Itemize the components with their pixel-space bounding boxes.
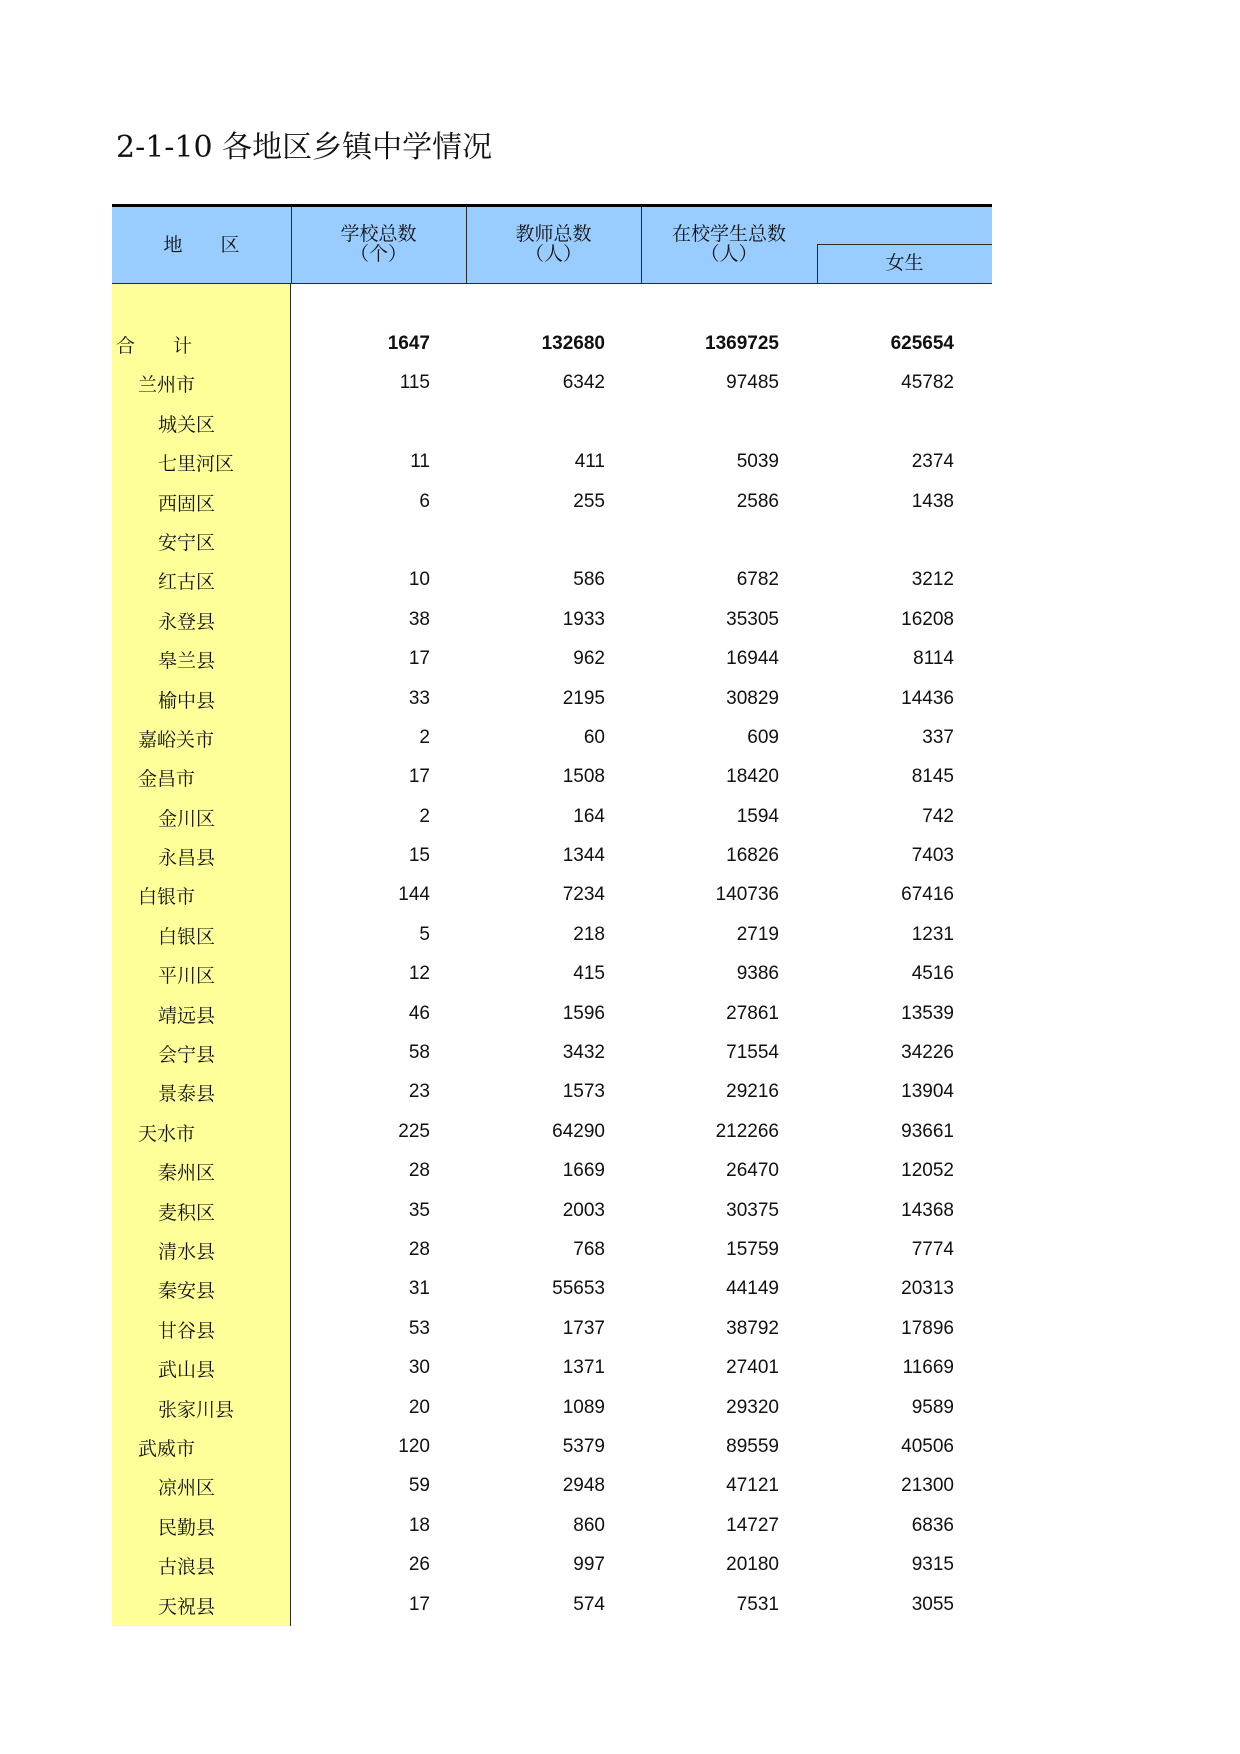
table-row (112, 1545, 992, 1584)
table-row (112, 1112, 992, 1151)
header-divider (291, 207, 292, 284)
header-schools-label: 学校总数 (340, 223, 417, 245)
school-count: 17 (408, 648, 430, 670)
region-name: 平川区 (158, 965, 216, 988)
region-name: 金昌市 (138, 768, 196, 791)
student-count: 30829 (726, 687, 779, 709)
teacher-count: 2195 (562, 687, 605, 709)
page-title: 2-1-10 各地区乡镇中学情况 (116, 130, 493, 165)
table-row (112, 403, 992, 442)
student-count: 16944 (726, 648, 779, 670)
girl-count: 625654 (890, 333, 954, 354)
header-region (112, 207, 291, 284)
teacher-count: 411 (574, 451, 605, 473)
school-count: 12 (408, 963, 430, 985)
teacher-count: 2003 (562, 1199, 605, 1221)
girl-count: 93661 (901, 1120, 954, 1142)
table-row (112, 1072, 992, 1111)
student-count: 609 (747, 726, 779, 748)
region-name: 白银市 (138, 886, 196, 909)
table-row (112, 679, 992, 718)
table-row (112, 442, 992, 481)
school-count: 58 (408, 1042, 430, 1064)
teacher-count: 164 (573, 805, 605, 827)
school-count: 18 (408, 1514, 430, 1536)
girl-count: 13904 (901, 1081, 954, 1103)
girl-count: 40506 (901, 1435, 954, 1457)
school-count: 23 (408, 1081, 430, 1103)
student-count: 15759 (726, 1238, 779, 1260)
header-schools-unit: （个） (349, 243, 407, 265)
table-row (112, 560, 992, 599)
header-divider (466, 207, 467, 284)
teacher-count: 1371 (562, 1357, 605, 1379)
girl-count: 742 (922, 805, 954, 827)
table-row (112, 521, 992, 560)
header-students (641, 207, 817, 284)
region-name: 武山县 (158, 1359, 216, 1382)
teacher-count: 1933 (562, 608, 605, 630)
student-count: 38792 (726, 1317, 779, 1339)
region-name: 景泰县 (158, 1083, 216, 1106)
girl-count: 9315 (911, 1554, 954, 1576)
region-name: 合 计 (116, 335, 193, 357)
student-count: 9386 (736, 963, 779, 985)
teacher-count: 1596 (562, 1002, 605, 1024)
region-name: 秦安县 (158, 1280, 216, 1303)
student-count: 71554 (726, 1042, 779, 1064)
student-count: 7531 (736, 1593, 779, 1615)
header-teachers-unit: （人） (524, 243, 582, 265)
table-row (112, 757, 992, 796)
student-count: 29216 (726, 1081, 779, 1103)
school-count: 2 (419, 726, 430, 748)
teacher-count: 586 (573, 569, 605, 591)
teacher-count: 768 (573, 1238, 605, 1260)
school-count: 1647 (387, 333, 430, 354)
region-name: 秦州区 (158, 1162, 216, 1185)
region-name: 西固区 (158, 492, 216, 515)
teacher-count: 5379 (562, 1435, 605, 1457)
table-row (112, 1585, 992, 1624)
student-count: 26470 (726, 1160, 779, 1182)
region-name: 麦积区 (158, 1201, 216, 1224)
school-count: 33 (408, 687, 430, 709)
header-schools (291, 207, 466, 284)
teacher-count: 997 (573, 1554, 605, 1576)
region-name: 永昌县 (158, 847, 216, 870)
teacher-count: 6342 (562, 372, 605, 394)
teacher-count: 962 (573, 648, 605, 670)
region-name: 清水县 (158, 1240, 216, 1263)
student-count: 5039 (736, 451, 779, 473)
teacher-count: 60 (583, 726, 605, 748)
teacher-count: 218 (573, 923, 605, 945)
region-name: 古浪县 (158, 1556, 216, 1579)
school-count: 5 (419, 923, 430, 945)
region-name: 城关区 (158, 413, 216, 436)
region-name: 兰州市 (138, 374, 196, 397)
school-count: 46 (408, 1002, 430, 1024)
table-row (112, 1309, 992, 1348)
school-count: 28 (408, 1160, 430, 1182)
region-name: 会宁县 (158, 1044, 216, 1067)
girl-count: 7774 (911, 1238, 954, 1260)
teacher-count: 1089 (562, 1396, 605, 1418)
teacher-count: 1508 (562, 766, 605, 788)
region-name: 武威市 (138, 1437, 196, 1460)
girl-count: 6836 (911, 1514, 954, 1536)
teacher-count: 1737 (562, 1317, 605, 1339)
school-count: 59 (408, 1475, 430, 1497)
region-name: 皋兰县 (158, 650, 216, 673)
table-row (112, 639, 992, 678)
school-count: 10 (408, 569, 430, 591)
table-row (112, 836, 992, 875)
school-count: 225 (398, 1120, 430, 1142)
student-count: 27861 (726, 1002, 779, 1024)
table-row-total (112, 324, 992, 363)
school-count: 115 (399, 372, 430, 394)
region-name: 凉州区 (158, 1477, 216, 1500)
school-count: 2 (419, 805, 430, 827)
girl-count: 13539 (901, 1002, 954, 1024)
student-count: 18420 (726, 766, 779, 788)
school-count: 26 (408, 1554, 430, 1576)
girl-count: 14436 (901, 687, 954, 709)
student-count: 27401 (726, 1357, 779, 1379)
region-name: 天水市 (138, 1122, 196, 1145)
region-name: 民勤县 (158, 1516, 216, 1539)
region-name: 天祝县 (158, 1595, 216, 1618)
table-body (112, 324, 992, 1624)
region-name: 张家川县 (158, 1398, 235, 1421)
girls-subheader-rule (817, 244, 992, 245)
school-count: 15 (408, 845, 430, 867)
region-name: 永登县 (158, 610, 216, 633)
teacher-count: 3432 (562, 1042, 605, 1064)
school-count: 17 (408, 1593, 430, 1615)
girl-count: 17896 (901, 1317, 954, 1339)
student-count: 44149 (726, 1278, 779, 1300)
school-count: 38 (408, 608, 430, 630)
girl-count: 12052 (901, 1160, 954, 1182)
table-row (112, 994, 992, 1033)
girl-count: 1231 (911, 923, 954, 945)
school-count: 31 (408, 1278, 430, 1300)
teacher-count: 132680 (541, 333, 605, 354)
girl-count: 4516 (911, 963, 954, 985)
student-count: 1369725 (705, 333, 779, 354)
region-name: 甘谷县 (158, 1319, 216, 1342)
student-count: 20180 (726, 1554, 779, 1576)
girl-count: 337 (922, 726, 954, 748)
girl-count: 14368 (901, 1199, 954, 1221)
girl-count: 8145 (911, 766, 954, 788)
header-students-unit: （人） (700, 243, 758, 265)
table-row (112, 1506, 992, 1545)
girl-count: 8114 (913, 648, 954, 670)
table-row (112, 1191, 992, 1230)
school-count: 20 (408, 1396, 430, 1418)
girl-count: 3055 (911, 1593, 954, 1615)
school-count: 17 (408, 766, 430, 788)
student-count: 212266 (715, 1120, 779, 1142)
table-row (112, 600, 992, 639)
region-name: 嘉峪关市 (138, 728, 215, 751)
teacher-count: 860 (573, 1514, 605, 1536)
header-students-label: 在校学生总数 (671, 223, 786, 245)
girl-count: 11669 (902, 1357, 954, 1379)
table-row (112, 1269, 992, 1308)
header-divider (817, 244, 818, 284)
student-count: 6782 (736, 569, 779, 591)
table-row (112, 915, 992, 954)
girl-count: 2374 (911, 451, 954, 473)
school-count: 6 (419, 490, 430, 512)
girl-count: 9589 (911, 1396, 954, 1418)
teacher-count: 64290 (552, 1120, 605, 1142)
region-name: 白银区 (158, 925, 216, 948)
teacher-count: 415 (573, 963, 605, 985)
table-row (112, 1348, 992, 1387)
student-count: 89559 (726, 1435, 779, 1457)
table-row (112, 954, 992, 993)
school-count: 30 (408, 1357, 430, 1379)
teacher-count: 1573 (562, 1081, 605, 1103)
table-row (112, 1151, 992, 1190)
header-girls (817, 207, 992, 284)
teacher-count: 255 (573, 490, 605, 512)
girl-count: 34226 (901, 1042, 954, 1064)
table-row (112, 718, 992, 757)
student-count: 16826 (726, 845, 779, 867)
teacher-count: 1669 (562, 1160, 605, 1182)
region-name: 七里河区 (158, 453, 235, 476)
teacher-count: 7234 (562, 884, 605, 906)
teacher-count: 1344 (562, 845, 605, 867)
girl-count: 3212 (911, 569, 954, 591)
region-name: 红古区 (158, 571, 216, 594)
girl-count: 16208 (901, 608, 954, 630)
teacher-count: 574 (573, 1593, 605, 1615)
student-count: 14727 (726, 1514, 779, 1536)
student-count: 97485 (726, 372, 779, 394)
student-count: 2586 (736, 490, 779, 512)
student-count: 1594 (736, 805, 779, 827)
school-count: 11 (410, 451, 430, 473)
girl-count: 7403 (911, 845, 954, 867)
girl-count: 1438 (911, 490, 954, 512)
table-row (112, 875, 992, 914)
student-count: 35305 (726, 608, 779, 630)
student-count: 29320 (726, 1396, 779, 1418)
table-row (112, 1033, 992, 1072)
girl-count: 45782 (901, 372, 954, 394)
region-name: 靖远县 (158, 1004, 216, 1027)
school-count: 120 (398, 1435, 430, 1457)
region-name: 金川区 (158, 807, 216, 830)
region-name: 榆中县 (158, 689, 216, 712)
header-teachers-label: 教师总数 (515, 223, 592, 245)
table-row (112, 363, 992, 402)
school-count: 144 (398, 884, 430, 906)
student-count: 140736 (715, 884, 779, 906)
student-count: 30375 (726, 1199, 779, 1221)
school-count: 35 (408, 1199, 430, 1221)
header-divider (641, 207, 642, 284)
table-row (112, 1466, 992, 1505)
student-count: 2719 (736, 923, 779, 945)
teacher-count: 2948 (562, 1475, 605, 1497)
girl-count: 67416 (901, 884, 954, 906)
girl-count: 20313 (901, 1278, 954, 1300)
table-row (112, 482, 992, 521)
region-name: 安宁区 (158, 531, 216, 554)
school-count: 53 (408, 1317, 430, 1339)
school-count: 28 (408, 1238, 430, 1260)
teacher-count: 55653 (552, 1278, 605, 1300)
student-count: 47121 (726, 1475, 779, 1497)
header-region-label: 地 区 (163, 234, 240, 256)
header-girls-label: 女生 (885, 252, 924, 274)
girl-count: 21300 (901, 1475, 954, 1497)
table-row (112, 1230, 992, 1269)
table-row (112, 1388, 992, 1427)
table-row (112, 1427, 992, 1466)
table-row (112, 797, 992, 836)
header-teachers (466, 207, 641, 284)
